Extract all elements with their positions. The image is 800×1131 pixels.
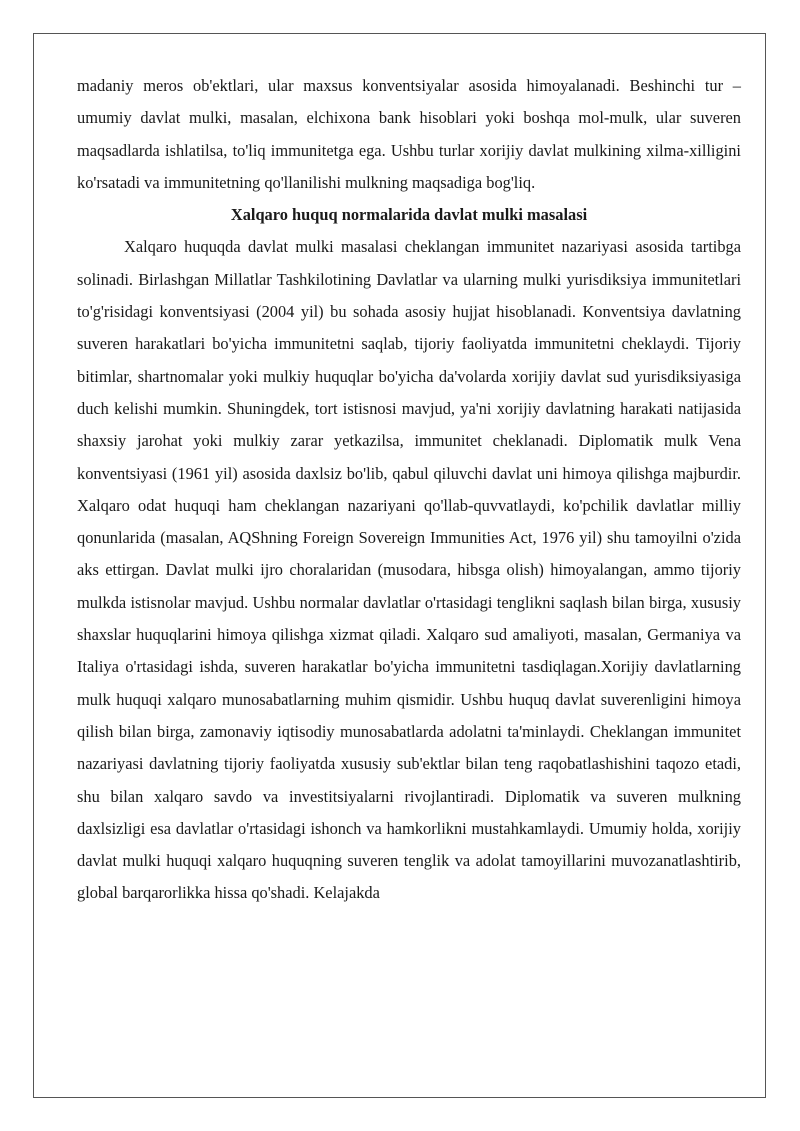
document-body bbox=[77, 70, 741, 910]
paragraph-continuation: madaniy meros ob'ektlari, ular maxsus konventsiyalar asosida himoyalanadi. Beshinchi tur – umumiy davlat mulki, masalan, elchixona bank hisoblari yoki boshqa mol-mulk, ular suveren maqsadlarda ishlatilsa, to'liq immunitetga ega. Ushbu turlar xorijiy davlat mulkining xilma-xilligini ko'rsatadi va immunitetning qo'llanilishi mulkning maqsadiga bog'liq. bbox=[77, 76, 741, 192]
section-heading: Xalqaro huquq normalarida davlat mulki masalasi bbox=[230, 205, 588, 225]
paragraph-main: Xalqaro huquqda davlat mulki masalasi cheklangan immunitet nazariyasi asosida tartibga solinadi. Birlashgan Millatlar Tashkilotining Davlatlar va ularning mulki yurisdiksiya immunitetlari to'g'risidagi konventsiyasi (2004 yil) bu sohada asosiy hujjat hisoblanadi. Konventsiya davlatning suveren harakatlari bo'yicha immunitetni saqlab, tijoriy faoliyatda immunitetni cheklaydi. Tijoriy bitimlar, shartnomalar yoki mulkiy huquqlar bo'yicha da'volarda xorijiy davlat sud yurisdiksiyasiga duch kelishi mumkin. Shuningdek, tort istisnosi mavjud, ya'ni xorijiy davlatning harakati natijasida shaxsiy jarohat yoki mulkiy zarar yetkazilsa, immunitet cheklanadi. Diplomatik mulk Vena konventsiyasi (1961 yil) asosida daxlsiz bo'lib, qabul qiluvchi davlat uni himoya qilishga majburdir. Xalqaro odat huquqi ham cheklangan nazariyani qo'llab-quvvatlaydi, ko'pchilik davlatlar milliy qonunlarida (masalan, AQShning Foreign Sovereign Immunities Act, 1976 yil) shu tamoyilni o'zida aks ettirgan. Davlat mulki ijro choralaridan (musodara, hibsga olish) himoyalangan, ammo tijoriy mulkda istisnolar mavjud. Ushbu normalar davlatlar o'rtasidagi tenglikni saqlash bilan birga, xususiy shaxslar huquqlarini himoya qilishga xizmat qiladi. Xalqaro sud amaliyoti, masalan, Germaniya va Italiya o'rtasidagi ishda, suveren harakatlar bo'yicha immunitetni tasdiqlagan.Xorijiy davlatlarning mulk huquqi xalqaro munosabatlarning muhim qismidir. Ushbu huquq davlat suverenligini himoya qilish bilan birga, zamonaviy iqtisodiy munosabatlarda adolatni ta'minlaydi. Cheklangan immunitet nazariyasi davlatning tijoriy faoliyatda xususiy sub'ektlar bilan teng raqobatlashishini taqozo etadi, shu bilan xalqaro savdo va investitsiyalarni rivojlantiradi. Diplomatik va suveren mulkning daxlsizligi esa davlatlar o'rtasidagi ishonch va hamkorlikni mustahkamlaydi. Umumiy holda, xorijiy davlat mulki huquqi xalqaro huquqning suveren tenglik va adolat tamoyillarini muvozanatlashtirib, global barqarorlikka hissa qo'shadi. Kelajakda bbox=[77, 237, 741, 903]
